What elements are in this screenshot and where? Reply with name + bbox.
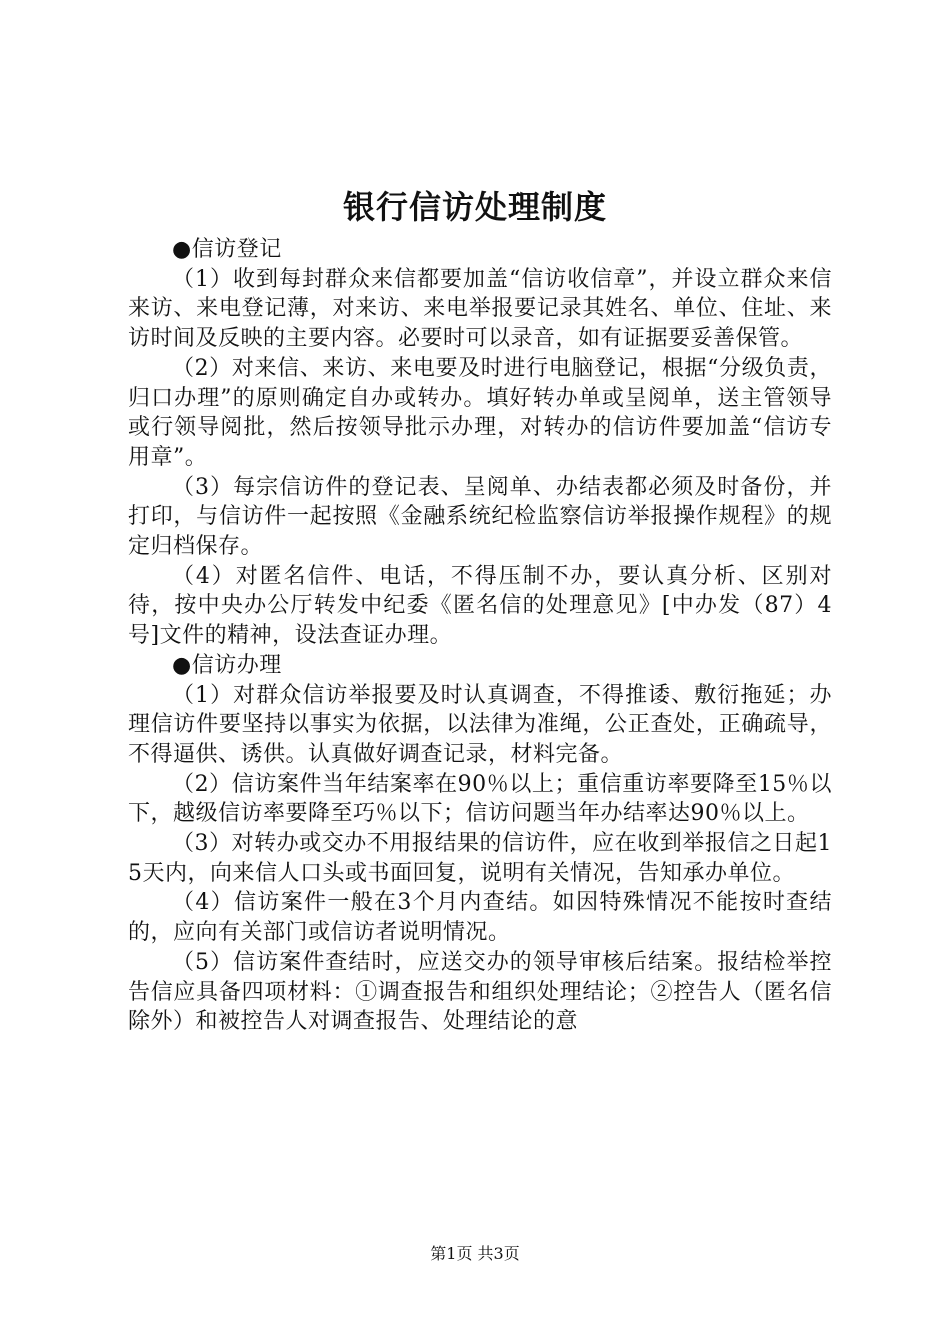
paragraph: （3）每宗信访件的登记表、呈阅单、办结表都必须及时备份，并打印，与信访件一起按照《金融系统纪检监察信访举报操作规程》的规定归档保存。 (128, 474, 832, 560)
paragraph: （2）信访案件当年结案率在90％以上；重信重访率要降至15％以下，越级信访率要降至巧％以下；信访问题当年办结率达90％以上。 (128, 771, 832, 827)
paragraph: （4）信访案件一般在3个月内查结。如因特殊情况不能按时查结的，应向有关部门或信访者说明情况。 (128, 890, 832, 946)
paragraph: （5）信访案件查结时，应送交办的领导审核后结案。报结检举控告信应具备四项材料：①调查报告和组织处理结论；②控告人（匿名信除外）和被控告人对调查报告、处理结论的意 (128, 949, 832, 1035)
page-footer: 第1页 共3页 (430, 1244, 520, 1263)
paragraph: （4）对匿名信件、电话，不得压制不办，要认真分析、区别对待，按中央办公厅转发中纪委《匿名信的处理意见》[中办发（87）4号]文件的精神，设法查证办理。 (128, 563, 832, 649)
section-heading-registration: ●信访登记 (172, 237, 282, 262)
paragraph: （1）收到每封群众来信都要加盖“信访收信章”，并设立群众来信来访、来电登记薄，对来访、来电举报要记录其姓名、单位、住址、来访时间及反映的主要内容。必要时可以录音，如有证据要妥善保管。 (128, 266, 832, 352)
document-body (128, 235, 832, 1037)
document-title: 银行信访处理制度 (342, 188, 607, 226)
section-heading-handling: ●信访办理 (172, 652, 282, 678)
paragraph: （2）对来信、来访、来电要及时进行电脑登记，根据“分级负责，归口办理”的原则确定自办或转办。填好转办单或呈阅单，送主管领导或行领导阅批，然后按领导批示办理，对转办的信访件要加盖“信访专用章”。 (128, 355, 832, 470)
paragraph: （3）对转办或交办不用报结果的信访件，应在收到举报信之日起15天内，向来信人口头或书面回复，说明有关情况，告知承办单位。 (128, 831, 832, 886)
paragraph: （1）对群众信访举报要及时认真调查，不得推诿、敷衍拖延；办理信访件要坚持以事实为依据，以法律为准绳，公正查处，正确疏导，不得逼供、诱供。认真做好调查记录，材料完备。 (128, 682, 832, 767)
